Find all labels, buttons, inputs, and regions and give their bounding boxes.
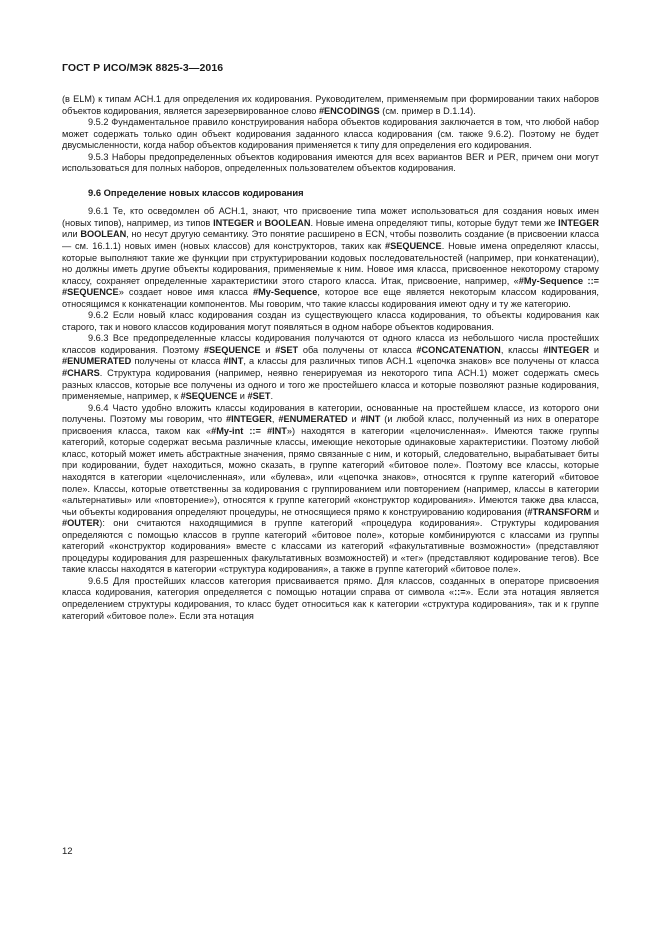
paragraph bbox=[62, 94, 599, 117]
keyword-text: INTEGER bbox=[558, 217, 600, 228]
text-run: . Новые имена определяют типы, которые будут теми же bbox=[310, 217, 559, 228]
keyword-text: #SEQUENCE bbox=[385, 241, 442, 252]
text-run: и bbox=[260, 344, 276, 355]
document-header: ГОСТ Р ИСО/МЭК 8825-3—2016 bbox=[62, 62, 224, 74]
text-run: , но несут другую семантику. Это понятие расширено в ECN, чтобы позволить создание (в присвоении класса — см. 16.1.1) новых имен (новых классов) для конструкторов, таких как bbox=[62, 229, 600, 252]
text-run: 9.6.3 Все предопределенные классы кодирования получаются от одного класса из небольшого числа простейших классов кодирования. Поэтому bbox=[62, 333, 599, 355]
keyword-text: #My-int ::= #INT bbox=[211, 425, 287, 436]
page-number: 12 bbox=[62, 846, 73, 857]
text-run: 9.6.1 Те, кто осведомлен об АСН.1, знают, что присвоение типа может использоваться для создания новых имен (новых типов), например, из типов bbox=[62, 206, 599, 228]
text-run: (и любой класс, полученный из них в операторе присвоения класса, таком как « bbox=[62, 414, 599, 436]
text-run: и bbox=[253, 217, 265, 228]
keyword-text: #CHARS bbox=[62, 368, 100, 379]
text-run: 9.6.5 Для простейших классов категория присваивается прямо. Для классов, созданных в операторе присвоения класса кодирования, категория определяется с помощью нотации справа от символа « bbox=[62, 575, 599, 598]
keyword-text: #OUTER bbox=[62, 518, 100, 529]
keyword-text: #INT bbox=[223, 356, 244, 367]
paragraph-9-5-3 bbox=[62, 152, 599, 175]
keyword-text: #SEQUENCE bbox=[180, 391, 238, 402]
keyword-text: #CONCATENATION bbox=[416, 344, 501, 355]
paragraph-9-5-2 bbox=[62, 117, 599, 152]
text-run: и bbox=[591, 506, 600, 517]
text-run: ». Если эта нотация является определением структуры кодирования, то класс будет относиться как к категории «структура кодирования», так и к группе категорий «битовое поле». Если эта нотация bbox=[62, 587, 599, 621]
keyword-text: #ENUMERATED bbox=[278, 414, 348, 425]
keyword-text: #My-Sequence bbox=[253, 287, 318, 298]
keyword-text: #My-Sequence ::= #SEQUENCE bbox=[62, 275, 599, 298]
paragraph-9-6-5 bbox=[62, 576, 599, 622]
keyword-text: #TRANSFORM bbox=[527, 506, 592, 517]
text-run: 9.5.2 Фундаментальное правило конструирования набора объектов кодирования заключается в том, что любой набор может содержать только один объект кодирования заданного класса кодирования (см. также 9.6.2). Поэтому не будет двусмысленности, когда набор объектов кодирования применяется к типу для определения его кодирования. bbox=[62, 117, 599, 151]
text-run: ): они считаются находящимися в группе категорий «процедура кодирования». Структуры кодирования определяются с помощью классов в группе категорий «битовое поле», которые комбинируются с классами из группы категорий «конструктор кодирования» вместе с классами из категорий «факультативные возможности» (представляют процедуры кодирования для разрешенных факультативных возможностей) и «тег» (представляют кодирование тегов). Все такие классы находятся в категории «структура кодирования», а также в группе категорий «битовое поле». bbox=[62, 518, 599, 575]
text-run: , bbox=[271, 414, 279, 425]
text-run: или bbox=[62, 229, 81, 240]
text-run: , которое все еще является некоторым классом кодирования, относящимся к конкатенации компонентов. Мы говорим, что такие классы кодирования имеют одну и ту же категорию. bbox=[62, 287, 599, 309]
document-body bbox=[62, 94, 599, 622]
text-run: , а классы для различных типов АСН.1 «цепочка знаков» все получены от класса bbox=[243, 356, 599, 367]
keyword-text: #INT bbox=[360, 414, 381, 425]
text-run: (в ELM) к типам АСН.1 для определения их кодирования. Руководителем, применяемым при формировании таких наборов объектов кодирования, является зарезервированное слово bbox=[62, 94, 599, 116]
paragraph-9-6-1 bbox=[62, 206, 599, 310]
paragraph-9-6-4 bbox=[62, 403, 599, 576]
keyword-text: #ENCODINGS bbox=[318, 105, 380, 116]
text-run: , классы bbox=[500, 344, 544, 355]
keyword-text: #INTEGER bbox=[543, 344, 590, 355]
paragraph-9-6-2 bbox=[62, 310, 599, 333]
text-run: (см. пример в D.1.14). bbox=[379, 105, 476, 116]
keyword-text: #SEQUENCE bbox=[203, 344, 261, 355]
text-run: . Структура кодирования (например, неявно генерируемая из некоторого типа АСН.1) может содержать смесь разных классов, которые все получены из одного и того же простейшего класса и которые позволяют разные кодирования, применяемые, например, к bbox=[62, 368, 599, 402]
text-run: ») находятся в категории «целочисленная». Имеются также группы категорий, которые содержат весьма различные классы, имеющие некоторые одинаковые характеристики. Поэтому любой класс, который может иметь абстрактные значения, прямо связанные с ним, и который, следовательно, вырабатывает биты при кодировании, будет находиться, можно сказать, в группе категорий «битовое поле». Поэтому все классы, которые находятся в категории «целочисленная», или «булева», или «цепочка знаков», относятся к группе категорий «битовое поле». Классы, которые ответственны за кодирования с группированием или повторением (например, классы в категории «альтернативы» или «повторение»), относятся к группе категорий «конструктор кодирования». Имеются также два класса, чьи объекты кодирования определяют процедуры, не относящиеся прямо к конструированию кодирования ( bbox=[62, 425, 599, 517]
text-run: и bbox=[589, 344, 600, 355]
section-title: 9.6 Определение новых классов кодирования bbox=[88, 186, 304, 198]
keyword-text: #SET bbox=[247, 391, 271, 402]
text-run: получены от класса bbox=[131, 356, 224, 367]
text-run: и bbox=[347, 414, 361, 425]
text-run: 9.5.3 Наборы предопределенных объектов кодирования имеются для всех вариантов BER и PER, причем они могут использоваться для полных наборов, определенных пользователем объектов кодирования. bbox=[62, 151, 599, 174]
keyword-text: #INTEGER bbox=[225, 414, 272, 425]
text-run: оба получены от класса bbox=[298, 344, 417, 355]
keyword-text: BOOLEAN bbox=[80, 229, 127, 240]
paragraph-9-6-3 bbox=[62, 333, 599, 402]
text-run: и bbox=[237, 391, 248, 402]
keyword-text: #SET bbox=[275, 344, 299, 355]
keyword-text: #ENUMERATED bbox=[62, 356, 132, 367]
text-run: 9.6.4 Часто удобно вложить классы кодирования в категории, основанные на простейшем классе, из которого они получены. Поэтому мы говорим, что bbox=[62, 402, 599, 425]
keyword-text: ::= bbox=[454, 587, 466, 598]
text-run: . bbox=[270, 391, 274, 402]
text-run: 9.6.2 Если новый класс кодирования создан из существующего класса кодирования, то объекты кодирования как старого, так и нового классов кодирования могут появляться в одном наборе объектов кодирования. bbox=[62, 310, 599, 332]
text-run: . Новые имена определяют классы, которые выполняют такие же функции при структурировании кодовых последовательностей (например, при конкатенации), но должны иметь другие объекты кодирования, применяемые к ним. Новое имя класса, присвоенное некоторому старому классу, сохраняет определенные характеристики этого старого класса. Итак, присвоение, например, « bbox=[62, 241, 600, 286]
text-run: » создает новое имя класса bbox=[118, 287, 254, 298]
keyword-text: BOOLEAN bbox=[264, 217, 311, 228]
keyword-text: INTEGER bbox=[213, 217, 254, 228]
